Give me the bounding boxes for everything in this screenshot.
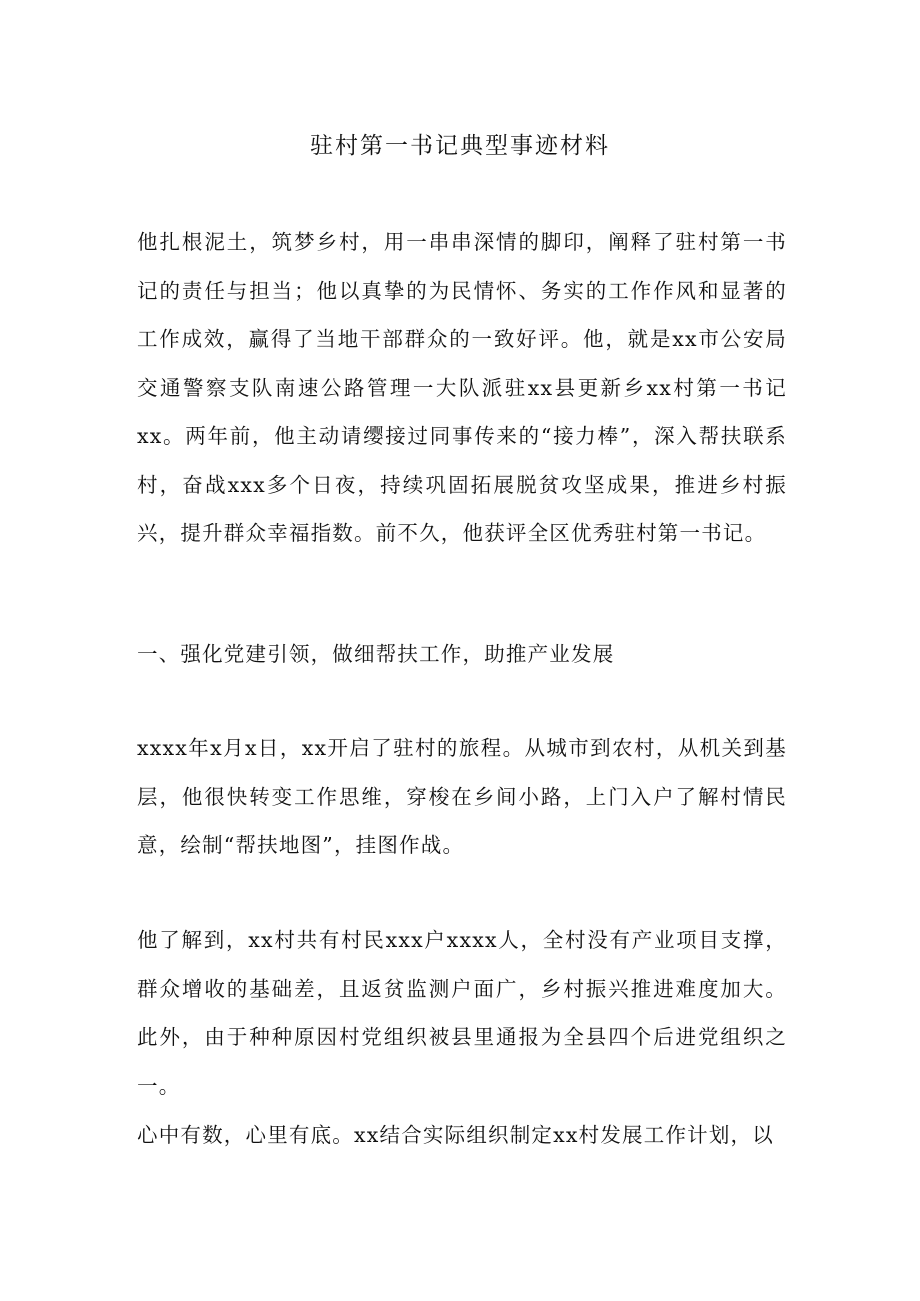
section-heading: 一、强化党建引领，做细帮扶工作，助推产业发展 [137, 642, 615, 666]
body-paragraph: xxxx年x月x日，xx开启了驻村的旅程。从城市到农村，从机关到基层，他很快转变工作思维，穿梭在乡间小路，上门入户了解村情民意，绘制“帮扶地图”，挂图作战。 [137, 736, 787, 857]
body-paragraph: 他了解到，xx村共有村民xxx户xxxx人，全村没有产业项目支撑，群众增收的基础差，且返贫监测户面广，乡村振兴推进难度加大。此外，由于种种原因村党组织被县里通报为全县四个后进党组织之一。 [137, 928, 787, 1098]
intro-paragraph: 他扎根泥土，筑梦乡村，用一串串深情的脚印，阐释了驻村第一书记的责任与担当；他以真挚的为民情怀、务实的工作作风和显著的工作成效，赢得了当地干部群众的一致好评。他，就是xx市公安局交通警察支队南速公路管理一大队派驻xx县更新乡xx村第一书记xx。两年前，他主动请缨接过同事传来的“接力棒”，深入帮扶联系村，奋战xxx多个日夜，持续巩固拓展脱贫攻坚成果，推进乡村振兴，提升群众幸福指数。前不久，他获评全区优秀驻村第一书记。 [137, 230, 787, 545]
document-title: 驻村第一书记典型事迹材料 [310, 133, 610, 159]
body-paragraph: 心中有数，心里有底。xx结合实际组织制定xx村发展工作计划，以 [137, 1123, 774, 1147]
